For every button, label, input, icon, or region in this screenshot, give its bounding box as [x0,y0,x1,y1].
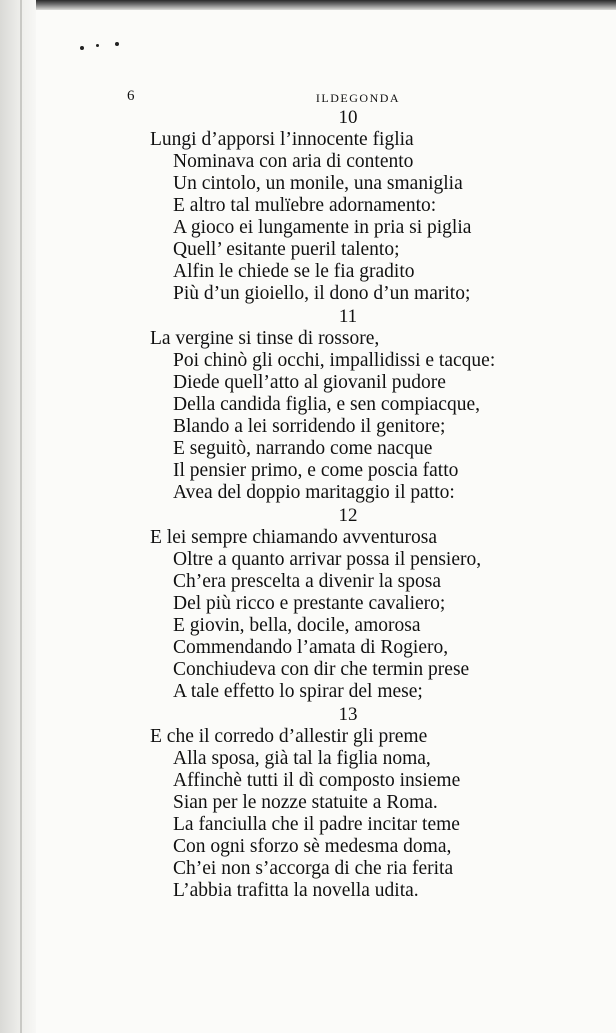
verse-line: Diede quell’atto al giovanil pudore [173,372,446,393]
verse-line: Della candida figlia, e sen compiacque, [173,394,480,415]
verse-line: Blando a lei sorridendo il genitore; [173,416,446,437]
ink-speck [96,44,99,47]
verse-line: La fanciulla che il padre incitar teme [173,814,460,835]
verse-line: E altro tal mulïebre adornamento: [173,195,437,216]
verse-line: Ch’ei non s’accorga di che ria ferita [173,858,454,879]
verse-line: Alfin le chiede se le fia gradito [173,261,415,282]
page-top-edge [0,0,616,10]
stanza-number: 11 [338,306,358,327]
verse-line: Nominava con aria di contento [173,151,414,172]
page-number: 6 [127,88,135,104]
verse-line: Con ogni sforzo sè medesma doma, [173,836,452,857]
stanza-number: 10 [338,107,358,128]
verse-line: A tale effetto lo spirar del mese; [173,681,423,702]
verse-line: E seguitò, narrando come nacque [173,438,433,459]
verse-line: A gioco ei lungamente in pria si piglia [173,217,472,238]
verse-line: E giovin, bella, docile, amorosa [173,615,421,636]
verse-line: Il pensier primo, e come poscia fatto [173,460,459,481]
verse-line: E lei sempre chiamando avventurosa [150,527,437,548]
stanza-number: 13 [338,704,358,725]
running-title: ILDEGONDA [315,91,401,105]
verse-line: Poi chinò gli occhi, impallidissi e tacque: [173,350,496,371]
verse-line: Più d’un gioiello, il dono d’un marito; [173,283,471,304]
verse-line: Del più ricco e prestante cavaliero; [173,593,446,614]
verse-line: Alla sposa, già tal la figlia noma, [173,748,431,769]
verse-line: Sian per le nozze statuite a Roma. [173,792,438,813]
stanza-number: 12 [338,505,358,526]
verse-line: Quell’ esitante pueril talento; [173,239,400,260]
verse-line: L’abbia trafitta la novella udita. [173,880,419,901]
verse-line: E che il corredo d’allestir gli preme [150,726,428,747]
ink-speck [115,42,119,46]
verse-line: Affinchè tutti il dì composto insieme [173,770,461,791]
ink-speck [80,46,84,50]
verse-line: Conchiudeva con dir che termin prese [173,659,470,680]
verse-line: Avea del doppio maritaggio il patto: [173,482,455,503]
verse-line: Commendando l’amata di Rogiero, [173,637,449,658]
verse-line: La vergine si tinse di rossore, [150,328,380,349]
verse-line: Ch’era prescelta a divenir la sposa [173,571,442,592]
verse-line: Un cintolo, un monile, una smaniglia [173,173,463,194]
verse-line: Lungi d’apporsi l’innocente figlia [150,129,414,150]
verse-line: Oltre a quanto arrivar possa il pensiero, [173,549,482,570]
